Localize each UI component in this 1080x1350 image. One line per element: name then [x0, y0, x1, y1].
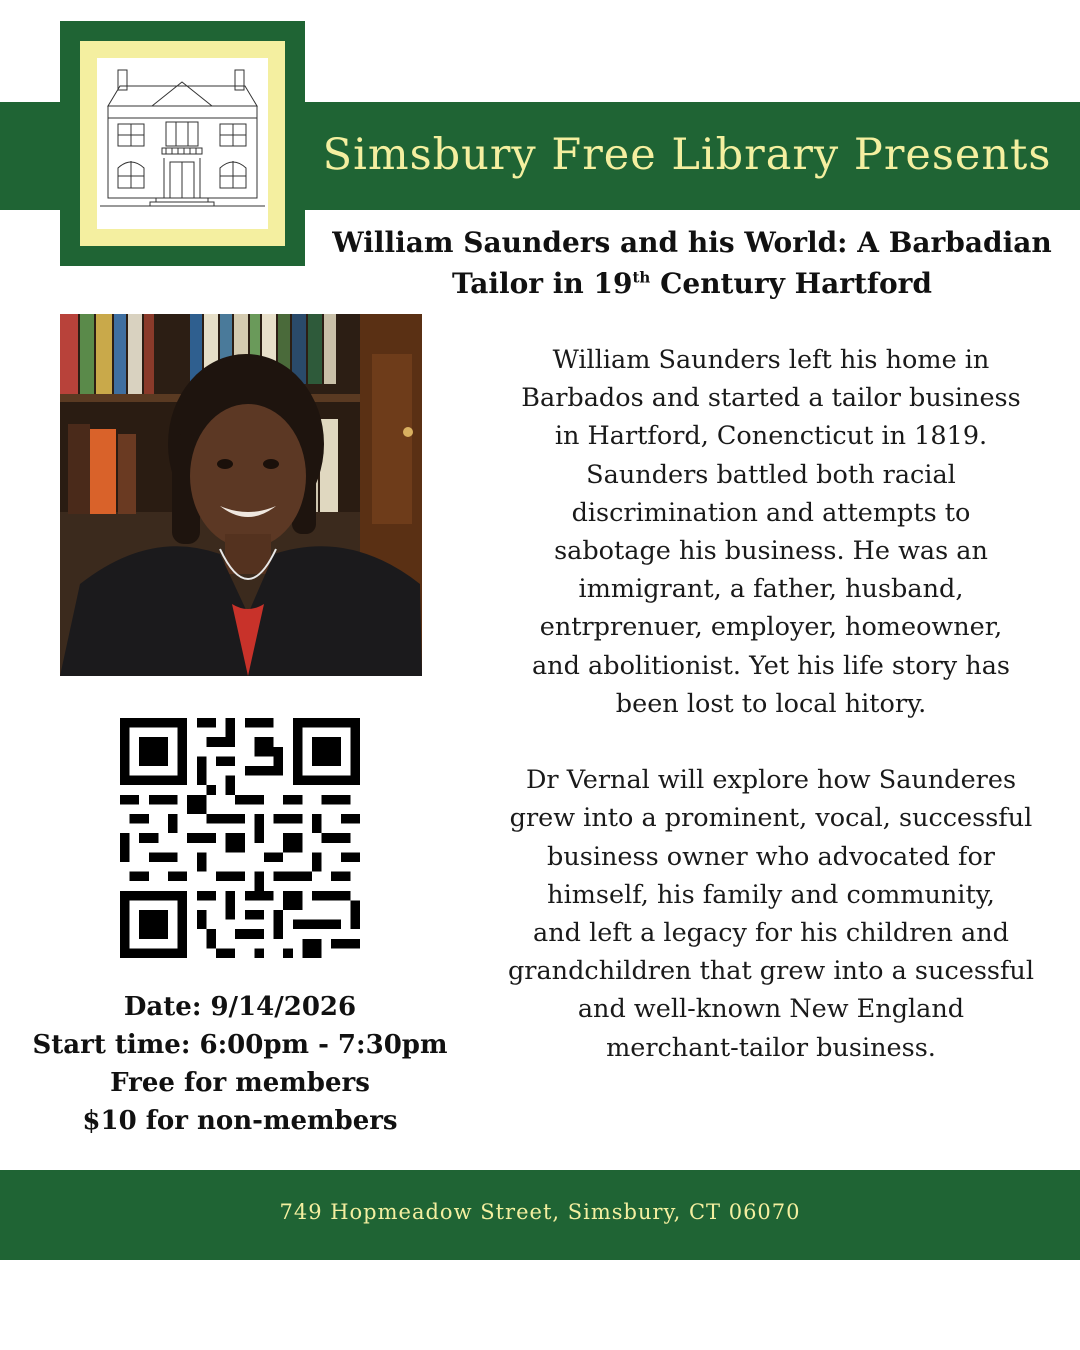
description-line: been lost to local hitory.	[615, 688, 927, 719]
footer-band	[0, 1170, 1080, 1260]
event-title	[312, 222, 1072, 304]
description-line: and abolitionist. Yet his life story has	[531, 650, 1010, 681]
title-superscript: th	[632, 268, 651, 287]
library-logo	[60, 21, 305, 266]
event-title-line1: William Saunders and his World: A Barbadian	[332, 226, 1052, 259]
title-line2-end: Century Hartford	[650, 267, 932, 300]
event-details	[20, 988, 460, 1140]
event-description	[488, 341, 1054, 1067]
description-line: merchant-tailor business.	[606, 1032, 936, 1063]
event-time: Start time: 6:00pm - 7:30pm	[32, 1030, 448, 1060]
description-line: Barbados and started a tailor business	[521, 383, 1021, 414]
logo-inner	[97, 58, 268, 229]
description-line: entrprenuer, employer, homeowner,	[539, 612, 1003, 643]
paragraph-gap	[488, 723, 1054, 761]
description-line: sabotage his business. He was an	[554, 536, 988, 567]
description-line: business owner who advocated for	[547, 841, 995, 872]
speaker-portrait	[60, 314, 422, 676]
description-line: in Hartford, Conencticut in 1819.	[554, 421, 988, 452]
description-paragraph-1	[488, 341, 1054, 723]
description-line: discrimination and attempts to	[571, 497, 971, 528]
description-line: Dr Vernal will explore how Saunderes	[525, 765, 1017, 796]
non-member-price: $10 for non-members	[82, 1106, 398, 1136]
library-building-icon	[100, 68, 265, 213]
description-line: and well-known New England	[577, 994, 965, 1025]
description-line: immigrant, a father, husband,	[578, 574, 964, 605]
description-paragraph-2	[488, 761, 1054, 1067]
description-line: grandchildren that grew into a sucessful	[507, 956, 1035, 987]
logo-frame	[80, 41, 285, 246]
event-title-line2	[312, 263, 1072, 304]
qr-code-icon	[120, 718, 360, 958]
event-date: Date: 9/14/2026	[123, 992, 357, 1022]
speaker-portrait-image	[60, 314, 422, 676]
description-line: and left a legacy for his children and	[533, 918, 1009, 949]
description-line: Saunders battled both racial	[586, 459, 956, 490]
presents-heading: Simsbury Free Library Presents	[322, 130, 1052, 180]
member-price: Free for members	[110, 1068, 370, 1098]
qr-code[interactable]	[120, 718, 360, 962]
title-line2-text: Tailor in 19	[452, 267, 633, 300]
description-line: grew into a prominent, vocal, successful	[509, 803, 1033, 834]
description-line: himself, his family and community,	[547, 879, 995, 910]
footer-address: 749 Hopmeadow Street, Simsbury, CT 06070	[279, 1200, 801, 1224]
description-line: William Saunders left his home in	[552, 345, 990, 375]
